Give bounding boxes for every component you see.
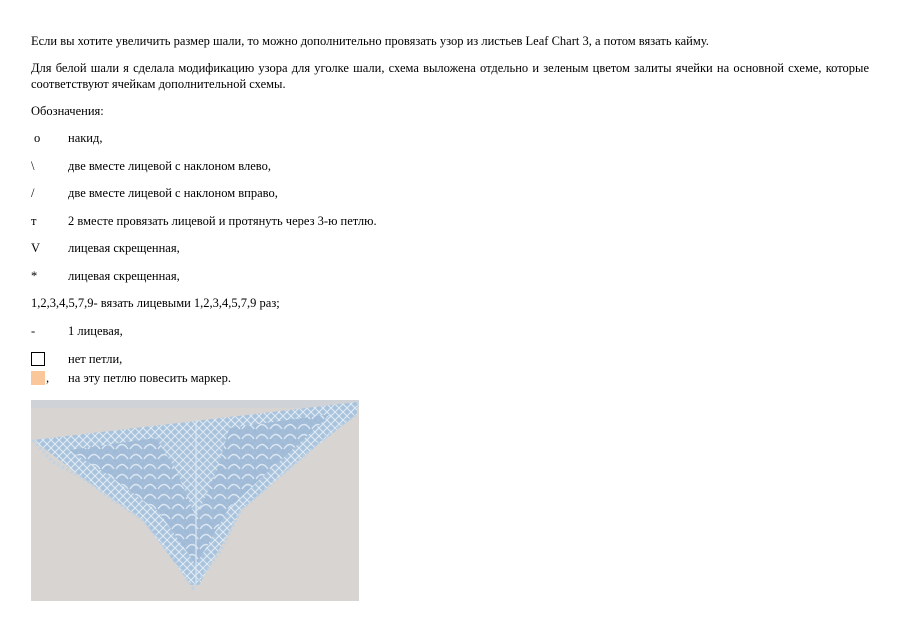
legend-symbol: V: [31, 241, 41, 255]
legend-text: две вместе лицевой с наклоном вправо,: [68, 186, 278, 200]
legend-text: нет петли,: [68, 352, 123, 366]
legend-symbol: -: [31, 324, 36, 338]
modification-paragraph: Для белой шали я сделала модификацию узора для уголке шали, схема выложена отдельно и зеленым цветом залиты ячейки на основной схеме, которые соответствуют ячейкам дополнительной схемы.: [31, 61, 869, 91]
legend-text: 1,2,3,4,5,7,9- вязать лицевыми 1,2,3,4,5,7,9 раз;: [31, 296, 280, 310]
legend-symbol: т: [31, 214, 37, 228]
legend-symbol: \: [31, 159, 35, 173]
legend-symbol: /: [31, 186, 35, 200]
marker-cell-swatch: [31, 371, 45, 385]
legend-text: накид,: [68, 131, 103, 145]
legend-text: на эту петлю повесить маркер.: [68, 371, 231, 385]
empty-cell-swatch: [31, 352, 45, 366]
legend-symbol: *: [31, 269, 38, 283]
shawl-photo: [31, 400, 359, 601]
legend-symbol: о: [34, 131, 41, 145]
legend-heading: Обозначения:: [31, 104, 104, 118]
legend-text: две вместе лицевой с наклоном влево,: [68, 159, 271, 173]
legend-text: 2 вместе провязать лицевой и протянуть через 3-ю петлю.: [68, 214, 377, 228]
intro-paragraph: Если вы хотите увеличить размер шали, то можно дополнительно провязать узор из листьев Leaf Chart 3, а потом вязать кайму.: [31, 34, 709, 48]
legend-text: лицевая скрещенная,: [68, 241, 180, 255]
legend-text: лицевая скрещенная,: [68, 269, 180, 283]
legend-suffix: ,: [46, 371, 50, 385]
legend-text: 1 лицевая,: [68, 324, 123, 338]
